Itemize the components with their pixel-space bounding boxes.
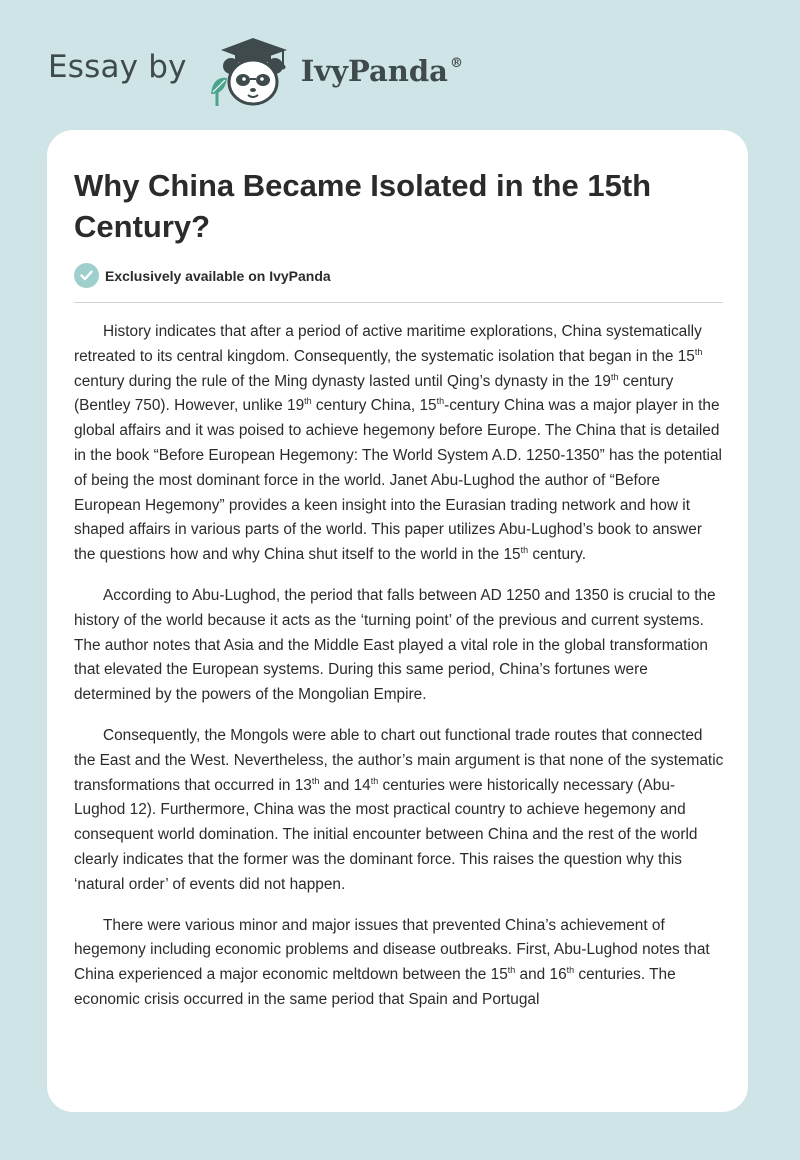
paragraph-text: and 16 bbox=[515, 966, 567, 984]
brand-name[interactable]: IvyPanda ® bbox=[300, 54, 463, 88]
essay-paragraph bbox=[74, 724, 725, 898]
ordinal-suffix: th bbox=[311, 775, 320, 786]
brand-prefix: Essay by bbox=[48, 49, 187, 85]
paragraph-text: centuries. The economic crisis occurred in the same period that Spain and Portugal bbox=[74, 966, 676, 1008]
paragraph-text: History indicates that after a period of active maritime explorations, China systematically retreated to its central kingdom. Consequently, the systematic isolation that began in the 15 bbox=[74, 323, 702, 365]
paragraph-text: and 14 bbox=[319, 776, 371, 794]
paragraph-text: According to Abu-Lughod, the period that falls between AD 1250 and 1350 is crucial to the history of the world because it acts as the ‘turning point’ of the previous and current systems. The author notes that Asia and the Middle East played a vital role in the global transformation that elevated the European systems. During this same period, China’s fortunes were determined by the powers of the Mongolian Empire. bbox=[74, 586, 716, 704]
ordinal-suffix: th bbox=[370, 775, 379, 786]
ordinal-suffix: th bbox=[566, 965, 575, 975]
essay-paragraph bbox=[74, 320, 725, 568]
divider bbox=[74, 302, 723, 303]
paragraph-text: century. bbox=[528, 546, 587, 564]
page-title: Why China Became Isolated in the 15th Century? bbox=[74, 168, 652, 244]
essay-paragraph bbox=[74, 584, 725, 708]
ordinal-suffix: th bbox=[304, 396, 312, 407]
essay-paragraph bbox=[74, 914, 725, 1013]
ordinal-suffix: th bbox=[436, 396, 445, 407]
essay-body bbox=[74, 320, 725, 1029]
paragraph-text: -century China was a major player in the global affairs and it was poised to achieve hegemony before Europe. The China that is detailed in the book “Before European Hegemony: The World System A.D. 1250-1350” has the potential of being the most dominant force in the world. Janet Abu-Lughod the author of “Before European Hegemony” provides a keen insight into the Eurasian trading network and how it shaped affairs in various parts of the world. This paper utilizes Abu-Lughod’s book to answer the questions how and why China shut itself to the world in the 15 bbox=[74, 397, 722, 564]
registered-mark: ® bbox=[449, 56, 463, 71]
panda-graduate-icon bbox=[203, 32, 295, 108]
paragraph-text: century during the rule of the Ming dynasty lasted until Qing’s dynasty in the 19 bbox=[74, 372, 611, 390]
paragraph-text: century (Bentley 750). However, unlike 19 bbox=[74, 372, 674, 415]
ordinal-suffix: th bbox=[520, 545, 529, 556]
paragraph-text: Consequently, the Mongols were able to chart out functional trade routes that connected the East and the West. Nevertheless, the author’s main argument is that none of the systematic transformations that occurred in 13 bbox=[74, 726, 724, 794]
ordinal-suffix: th bbox=[611, 371, 619, 382]
ordinal-suffix: th bbox=[507, 965, 516, 975]
paragraph-text: There were various minor and major issues that prevented China’s achievement of hegemony including economic problems and disease outbreaks. First, Abu-Lughod notes that China experienced a major economic meltdown between the 15 bbox=[74, 916, 710, 984]
paragraph-text: centuries were historically necessary (Abu-Lughod 12). Furthermore, China was the most practical country to achieve hegemony and consequent world domination. The initial encounter between China and the rest of the world clearly indicates that the former was the dominant force. This raises the question why this ‘natural order’ of events did not happen. bbox=[74, 776, 698, 893]
essay-card bbox=[47, 130, 748, 1112]
check-circle-icon bbox=[74, 263, 99, 288]
brand-header bbox=[48, 30, 463, 110]
paragraph-text: century China, 15 bbox=[311, 397, 437, 415]
ordinal-suffix: th bbox=[694, 346, 703, 357]
exclusive-label: Exclusively available on IvyPanda bbox=[105, 267, 331, 284]
exclusive-badge bbox=[74, 263, 331, 288]
